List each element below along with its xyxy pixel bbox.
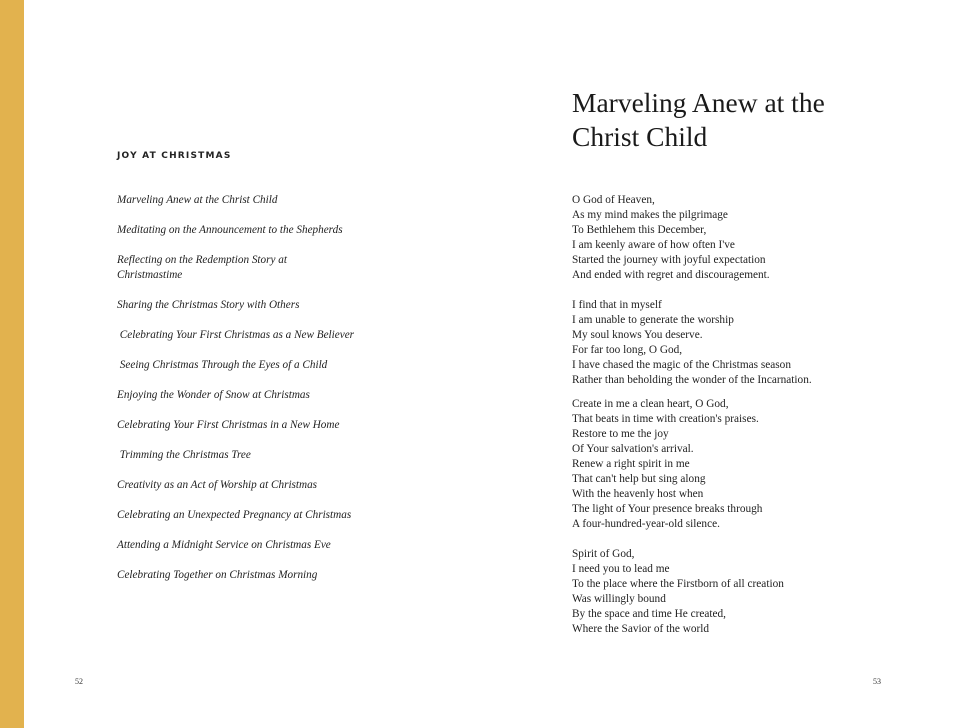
poem-stanza — [572, 547, 872, 637]
poem-line: I am unable to generate the worship — [572, 314, 734, 326]
poem-line: My soul knows You deserve. — [572, 329, 703, 341]
toc-item[interactable]: Celebrating an Unexpected Pregnancy at Christmas — [117, 509, 352, 521]
toc-item[interactable]: Celebrating Together on Christmas Morning — [117, 569, 318, 581]
poem-line: By the space and time He created, — [572, 608, 727, 620]
toc-item[interactable]: Marveling Anew at the Christ Child — [117, 194, 278, 206]
poem-stanza — [572, 397, 872, 532]
page-number-left: 52 — [75, 677, 83, 686]
poem-line: To Bethlehem this December, — [572, 224, 707, 236]
poem-line: Was willingly bound — [572, 593, 666, 605]
poem-line: I am keenly aware of how often I've — [572, 239, 735, 251]
poem-line: Rather than beholding the wonder of the Incarnation. — [572, 374, 812, 386]
poem-line: With the heavenly host when — [572, 488, 704, 500]
poem-stanza — [572, 193, 872, 283]
poem-line: As my mind makes the pilgrimage — [572, 209, 728, 221]
poem-line: A four-hundred-year-old silence. — [572, 518, 720, 530]
poem-line: That can't help but sing along — [572, 473, 706, 485]
toc-item[interactable]: Meditating on the Announcement to the Shepherds — [117, 224, 343, 236]
toc-item[interactable]: Enjoying the Wonder of Snow at Christmas — [117, 389, 310, 401]
book-spine-bar — [0, 0, 24, 728]
poem-line: I find that in myself — [572, 299, 662, 311]
toc-item[interactable]: Trimming the Christmas Tree — [117, 449, 251, 461]
toc-item[interactable]: Celebrating Your First Christmas as a New Believer — [117, 329, 355, 341]
poem-line: Spirit of God, — [572, 548, 635, 560]
toc-item[interactable]: Creativity as an Act of Worship at Christmas — [117, 479, 318, 491]
poem-line: O God of Heaven, — [572, 194, 655, 206]
poem-line: Create in me a clean heart, O God, — [572, 398, 729, 410]
poem-line: For far too long, O God, — [572, 344, 683, 356]
toc-item[interactable]: Seeing Christmas Through the Eyes of a Child — [117, 359, 328, 371]
poem-stanza — [572, 298, 872, 388]
toc-item[interactable]: Celebrating Your First Christmas in a New Home — [117, 419, 340, 431]
toc-item[interactable]: Reflecting on the Redemption Story at Christmastime — [117, 254, 287, 281]
poem-line: Of Your salvation's arrival. — [572, 443, 694, 455]
page-number-right: 53 — [873, 677, 881, 686]
poem-line: That beats in time with creation's praises. — [572, 413, 759, 425]
poem-line: To the place where the Firstborn of all creation — [572, 578, 784, 590]
poem-line: Restore to me the joy — [572, 428, 669, 440]
poem-line: And ended with regret and discouragement. — [572, 269, 770, 281]
toc-item[interactable]: Attending a Midnight Service on Christmas Eve — [117, 539, 331, 551]
poem-line: Started the journey with joyful expectation — [572, 254, 766, 266]
table-of-contents — [117, 193, 377, 598]
toc-item[interactable]: Sharing the Christmas Story with Others — [117, 299, 300, 311]
poem-line: The light of Your presence breaks through — [572, 503, 763, 515]
poem-line: Renew a right spirit in me — [572, 458, 690, 470]
poem-line: I have chased the magic of the Christmas season — [572, 359, 791, 371]
poem-line: Where the Savior of the world — [572, 623, 710, 635]
section-label: JOY AT CHRISTMAS — [117, 151, 232, 161]
poem-line: I need you to lead me — [572, 563, 670, 575]
prayer-poem — [572, 193, 872, 652]
page-title: Marveling Anew at the Christ Child — [572, 87, 825, 152]
